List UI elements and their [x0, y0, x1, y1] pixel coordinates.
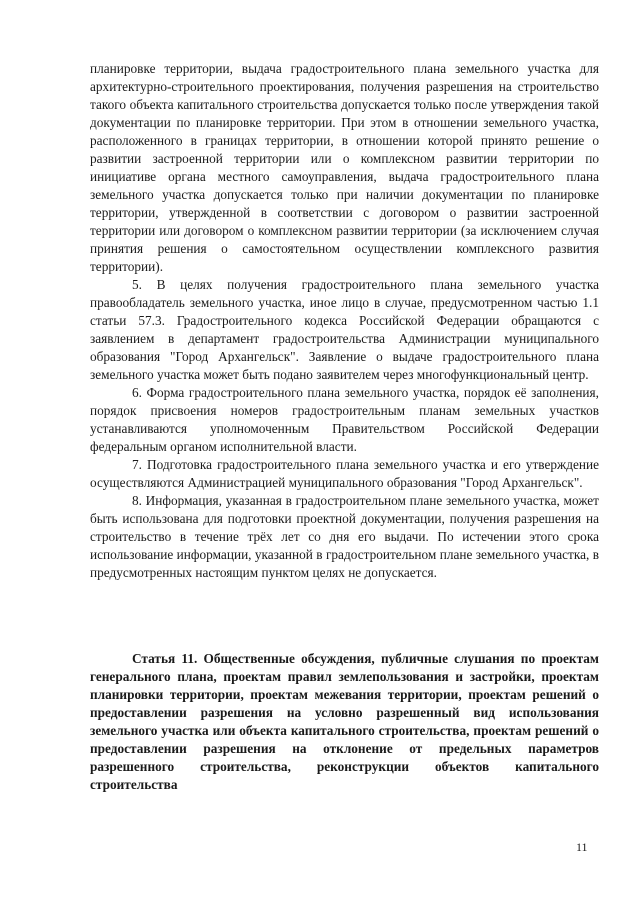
paragraph-continuation: планировке территории, выдача градостроительного плана земельного участка для архитектурно-строительного проектирования, получения разрешения на строительство такого объекта капитального строительства допускается только после утверждения такой документации по планировке территории. При этом в отношении земельного участка, расположенного в границах территории, в отношении которой принято решение о развитии застроенной территории или о комплексном развитии территории по инициативе органа местного самоуправления, выдача градостроительного плана земельного участка допускается только при наличии документации по планировке территории, утвержденной в соответствии с договором о развитии застроенной территории или договором о комплексном развитии территории (за исключением случая принятия решения о самостоятельном осуществлении комплексного развития территории).: [90, 61, 599, 274]
article-heading: Статья 11. Общественные обсуждения, публичные слушания по проектам генерального плана, проектам правил землепользования и застройки, проектам планировки территории, проектам межевания территории, проектам решений о предоставлении разрешения на условно разрешенный вид использования земельного участка или объекта капитального строительства, проектам решений о предоставлении разрешения на отклонение от предельных параметров разрешенного строительства, реконструкции объектов капитального строительства: [90, 651, 599, 792]
paragraph-item-5: 5. В целях получения градостроительного плана земельного участка правообладатель земельного участка, иное лицо в случае, предусмотренном частью 1.1 статьи 57.3. Градостроительного кодекса Российской Федерации обращаются с заявлением в департамент градостроительства Администрации муниципального образования "Город Архангельск". Заявление о выдаче градостроительного плана земельного участка может быть подано заявителем через многофункциональный центр.: [90, 277, 599, 382]
paragraph-item-7: 7. Подготовка градостроительного плана земельного участка и его утверждение осуществляются Администрацией муниципального образования "Город Архангельск".: [90, 457, 599, 490]
paragraph-item-6: 6. Форма градостроительного плана земельного участка, порядок её заполнения, порядок присвоения номеров градостроительным планам земельных участков устанавливаются уполномоченным Правительством Российской Федерации федеральным органом исполнительной власти.: [90, 385, 599, 454]
page-number: 11: [576, 840, 588, 854]
body-text: [90, 60, 599, 582]
paragraph-item-8: 8. Информация, указанная в градостроительном плане земельного участка, может быть использована для подготовки проектной документации, получения разрешения на строительство в течение трёх лет со дня его выдачи. По истечении этого срока использование информации, указанной в градостроительном плане земельного участка, в предусмотренных настоящим пунктом целях не допускается.: [90, 493, 599, 580]
